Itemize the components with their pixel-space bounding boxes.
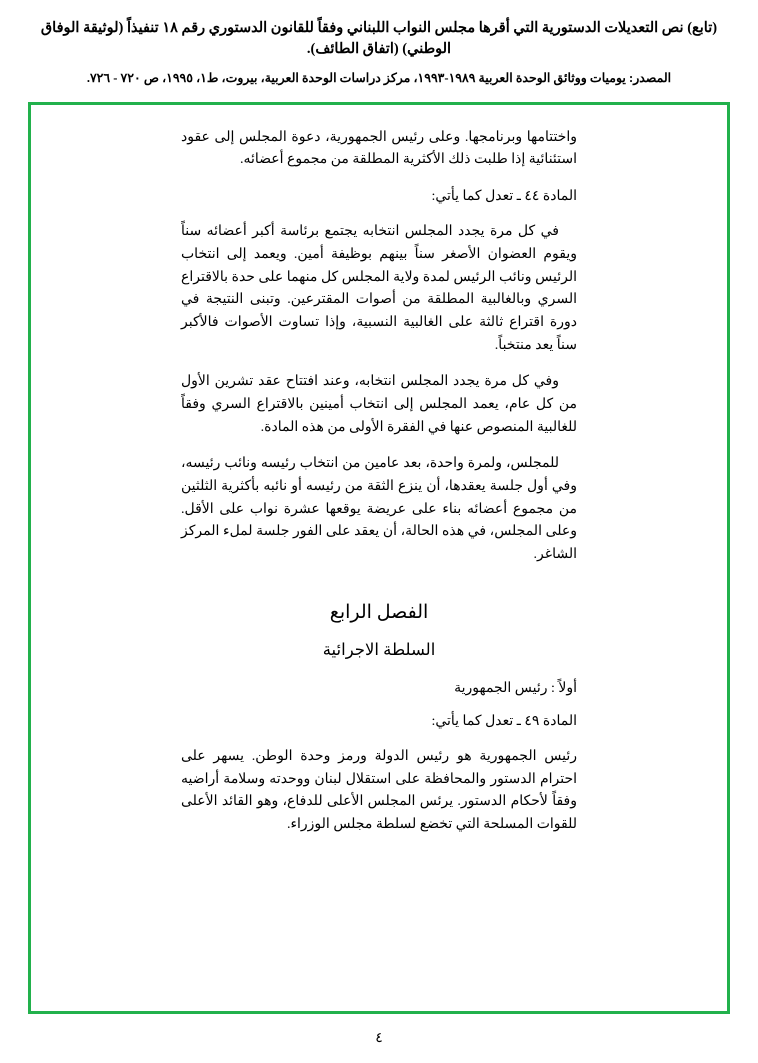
green-content-frame xyxy=(28,102,730,1014)
document-body xyxy=(31,105,727,861)
article-44-paragraph-2: وفي كل مرة يجدد المجلس انتخابه، وعند افتتاح عقد تشرين الأول من كل عام، يعمد المجلس إلى انتخاب أمينين بالاقتراع السري وفقاً للغالبية المنصوص عنها في الفقرة الأولى من هذه المادة. xyxy=(181,374,577,435)
article-49-paragraph: رئيس الجمهورية هو رئيس الدولة ورمز وحدة الوطن. يسهر على احترام الدستور والمحافظة على استقلال لبنان ووحدته وسلامة أراضيه وفقاً لأحكام الدستور. يرئس المجلس الأعلى للدفاع، وهو القائد الأعلى للقوات المسلحة التي تخضع لسلطة مجلس الوزراء. xyxy=(181,749,577,833)
chapter-title: الفصل الرابع xyxy=(329,601,429,623)
document-header xyxy=(0,0,758,88)
section-title: السلطة الاجرائية xyxy=(322,639,436,659)
article-44-heading: المادة ٤٤ ـ تعدل كما يأتي: xyxy=(431,188,577,204)
subsection-label-first: أولاً : رئيس الجمهورية xyxy=(454,680,577,696)
page-number: ٤ xyxy=(375,1031,383,1046)
paragraph-continuation: واختتامها وبرنامجها. وعلى رئيس الجمهورية، دعوة المجلس إلى عقود استئنائية إذا طلبت ذلك الأكثرية المطلقة من مجموع أعضائه. xyxy=(181,129,577,168)
document-title: (تابع) نص التعديلات الدستورية التي أقرها مجلس النواب اللبناني وفقاً للقانون الدستوري رقم ١٨ تنفيذاً (لوثيقة الوفاق الوطني) (اتفاق الطائف). xyxy=(40,20,718,58)
document-source-line: المصدر: يوميات ووثائق الوحدة العربية ١٩٨٩-١٩٩٣، مركز دراسات الوحدة العربية، بيروت، ط١، ١٩٩٥، ص ٧٢٠ - ٧٢٦. xyxy=(86,71,672,86)
article-44-paragraph-1: في كل مرة يجدد المجلس انتخابه يجتمع برئاسة أكبر أعضائه سناً ويقوم العضوان الأصغر سناً بينهم بوظيفة أمين. ويعمد إلى انتخاب الرئيس ونائب الرئيس لمدة ولاية المجلس كل منهما على حدة بالاقتراع السري وبالغالبية المطلقة من أصوات المقترعين. وتبنى النتيجة في دورة اقتراع ثالثة على الغالبية النسبية، وإذا تساوت الأصوات فالأكبر سناً يعد منتخباً. xyxy=(181,224,577,353)
article-44-paragraph-3: للمجلس، ولمرة واحدة، بعد عامين من انتخاب رئيسه ونائب رئيسه، وفي أول جلسة يعقدها، أن ينزع الثقة من رئيسه أو نائبه بأكثرية الثلثين من مجموع أعضائه بناء على عريضة يوقعها عشرة نواب على الأقل. وعلى المجلس، في هذه الحالة، أن يعقد على الفور جلسة لملء المركز الشاغر. xyxy=(181,456,577,562)
article-49-heading: المادة ٤٩ ـ تعدل كما يأتي: xyxy=(431,713,577,729)
